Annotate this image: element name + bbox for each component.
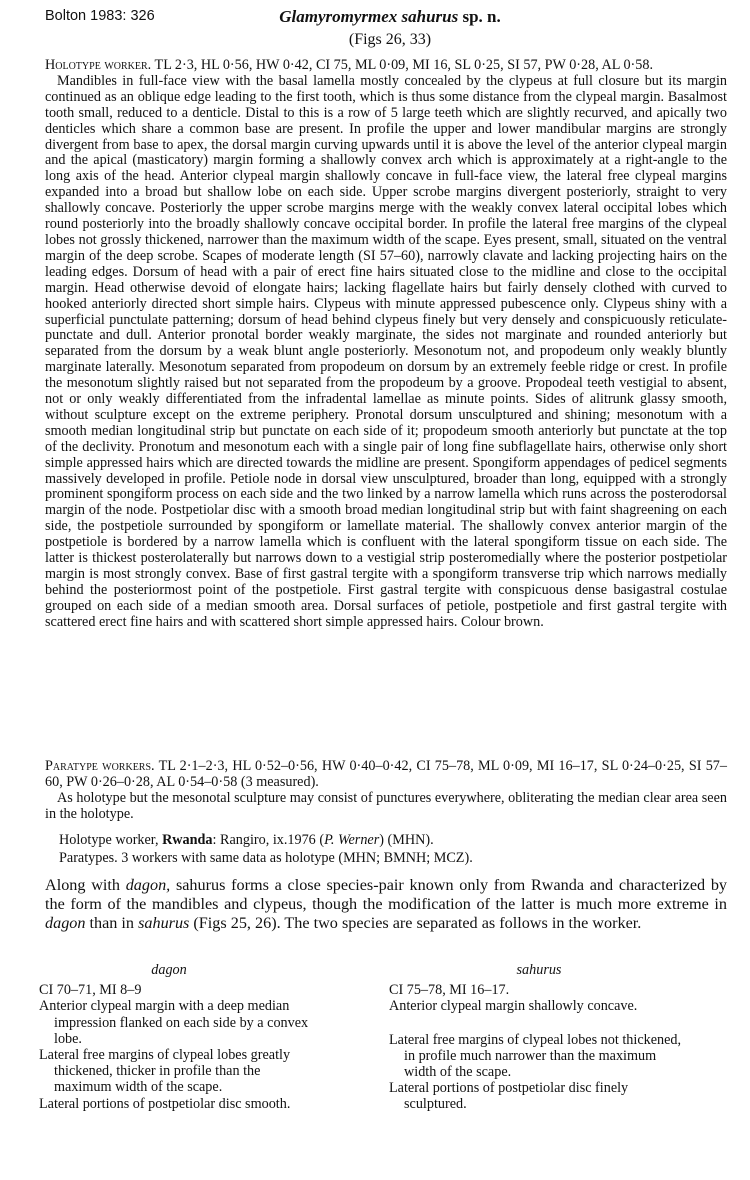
paratype-data: Paratypes. 3 workers with same data as holotype (MHN; BMNH; MCZ). (59, 850, 473, 866)
holotype-data-prefix: Holotype worker, (59, 832, 163, 848)
discussion-dagon-1: dagon, (125, 876, 171, 894)
holotype-collector: P. Werner (324, 832, 380, 848)
paratype-measurements: TL 2·1–2·3, HL 0·52–0·56, HW 0·40–0·42, CI 75–78, ML 0·09, MI 16–17, SL 0·24–0·25, SI 57–60, PW 0·26–0·28, AL 0·54–0·58 (3 measured). (45, 758, 727, 790)
holotype-data (59, 832, 727, 849)
dagon-lateral-margins: Lateral free margins of clypeal lobes greatly thickened, thicker in profile than the maximum width of the scape. (39, 1047, 291, 1096)
dagon-clypeal-margin: Anterior clypeal margin with a deep median impression flanked on each side by a convex lobe. (39, 998, 309, 1047)
holotype-description: Mandibles in full-face view with the basal lamella mostly concealed by the clypeus at full closure but its margin continued as an oblique edge leading to the first tooth, which is thus some distance from the clypeal margin. Basalmost tooth small, reduced to a denticle. Distal to this is a row of 5 large teeth which are slightly recurved, and apically two denticles which share a common base are present. In profile the upper and lower mandibular margins are strongly divergent from base to apex, the dorsal margin curving upwards until it is above the level of the anterior clypeal margin and the apical (masticatory) margin forming a shallowly convex arch which is approximately at a right-angle to the long axis of the head. Anterior clypeal margin shallowly concave in full-face view, the lateral free clypeal margins expanded into a broad but shallow lobe on each side. Upper scrobe margins divergent posteriorly, straight to very shallowly concave. Posteriorly the upper scrobe margins merge with the weakly convex lateral occipital lobes which round posteriorly into the broadly shallowly concave occipital border. In profile the lateral free margins of the clypeal lobes not grossly thickened, narrower than the maximum width of the scape. Eyes present, small, situated on the ventral margin of the deep scrobe. Scapes of moderate length (SI 57–60), narrowly clavate and lacking projecting hairs on the leading edges. Dorsum of head with a pair of erect fine hairs situated close to the midline and close to the occipital margin. Head otherwise devoid of elongate hairs; lacking flagellate hairs but fairly densely clothed with curved to hooked anteriorly directed short simple hairs. Clypeus with minute appressed pubescence only. Clypeus shiny with a superficial punctulate patterning; dorsum of head behind clypeus finely but very densely and conspicuously reticulate-punctate and dull. Anterior pronotal border weakly marginate, the sides not marginate and rounded anteriorly but separated from the dorsum by a weak blunt angle posteriorly. Mesonotum not, and propodeum only weakly bluntly marginate laterally. Mesonotum separated from propodeum on dorsum by an extremely feeble ridge or crest. In profile the mesonotum slightly raised but not separated from the propodeum by a groove. Propodeal teeth vestigial to absent, not or only weakly differentiated from the infradental lamellae as minute points. Sides of alitrunk glassy smooth, without sculpture except on the extreme periphery. Pronotal dorsum unsculptured and shining; mesonotum with a smooth median longitudinal strip but punctate on each side of it; propodeum smooth anteriorly but punctate at the top of the declivity. Pronotum and mesonotum each with a single pair of long fine subflagellate hairs, otherwise only short simple appressed hairs which are directed towards the midline are present. Spongiform appendages of pedicel segments massively developed in profile. Petiole node in dorsal view unsculptured, broader than long, equipped with a strongly prominent spongiform process on each side and the two linked by a narrow lamella which runs across the posterodorsal margin of the node. Postpetiolar disc with a smooth broad median longitudinal strip but with faint shagreening on each side, the postpetiole surrounded by spongiform or lamellate material. The shallowly convex anterior margin of the postpetiole is bordered by a narrow lamella which is confluent with the lateral spongiform tissue on each side. The latter is thickest posterolaterally but narrows down to a vestigial strip posteromedially where the posterior postpetiolar margin is most strongly convex. Base of first gastral tergite with a spongiform transverse trip which narrows medially behind the posteriormost point of the postpetiole. First gastral tergite with conspicuous dense basigastral costulae grouped on each side of a median smooth area. Dorsal surfaces of petiole, postpetiole and first gastral tergite with scattered erect fine hairs and with scattered short simple appressed hairs. Colour brown. (45, 72, 727, 630)
holotype-depository: ) (MHN). (379, 832, 434, 848)
holotype-label: Holotype worker. (45, 57, 152, 73)
sahurus-postpetiolar-disc: Lateral portions of postpetiolar disc finely sculptured. (389, 1080, 629, 1113)
sahurus-clypeal-margin: Anterior clypeal margin shallowly concave. (389, 998, 638, 1015)
dagon-postpetiolar-disc: Lateral portions of postpetiolar disc smooth. (39, 1095, 291, 1112)
citation: Bolton 1983: 326 (45, 8, 155, 24)
sahurus-lateral-margins: Lateral free margins of clypeal lobes not thickened, in profile much narrower than the maximum width of the scape. (389, 1031, 682, 1081)
column-heading-dagon: dagon (151, 962, 187, 978)
discussion-text-4: (Figs 25, 26). The two species are separated as follows in the worker. (189, 914, 642, 932)
discussion-dagon-2: dagon (45, 914, 86, 932)
discussion-text-1: Along with (45, 876, 126, 894)
paratype-section (45, 759, 727, 823)
discussion-text-3: than in (85, 914, 139, 932)
species-name: Glamyromyrmex sahurus (279, 7, 459, 26)
species-status: sp. n. (458, 7, 501, 26)
comparison-column-dagon (39, 962, 309, 1112)
figure-reference: (Figs 26, 33) (348, 31, 432, 48)
sahurus-indices: CI 75–78, MI 16–17. (389, 982, 510, 999)
holotype-locality: : Rangiro, ix.1976 ( (212, 832, 325, 848)
paratype-label: Paratype workers. (45, 758, 155, 774)
page-header (0, 6, 750, 26)
holotype-measurements: TL 2·3, HL 0·56, HW 0·42, CI 75, ML 0·09, MI 16, SL 0·25, SI 57, PW 0·28, AL 0·58. (151, 57, 654, 73)
species-title (0, 7, 750, 27)
spacer (389, 1015, 689, 1032)
comparison-column-sahurus (389, 962, 689, 1113)
holotype-country: Rwanda (162, 832, 213, 848)
discussion-text-2: sahurus forms a close species-pair known only from Rwanda and characterized by the form of the mandibles and clypeus, though the modification of the latter is much more extreme in (45, 876, 728, 913)
discussion-paragraph (45, 876, 727, 933)
holotype-section (45, 58, 727, 631)
discussion-sahurus: sahurus (138, 914, 190, 932)
column-heading-sahurus: sahurus (516, 962, 562, 978)
dagon-indices: CI 70–71, MI 8–9 (39, 982, 142, 999)
paratype-note: As holotype but the mesonotal sculpture may consist of punctures everywhere, obliterating the median clear area seen in the holotype. (45, 789, 727, 822)
